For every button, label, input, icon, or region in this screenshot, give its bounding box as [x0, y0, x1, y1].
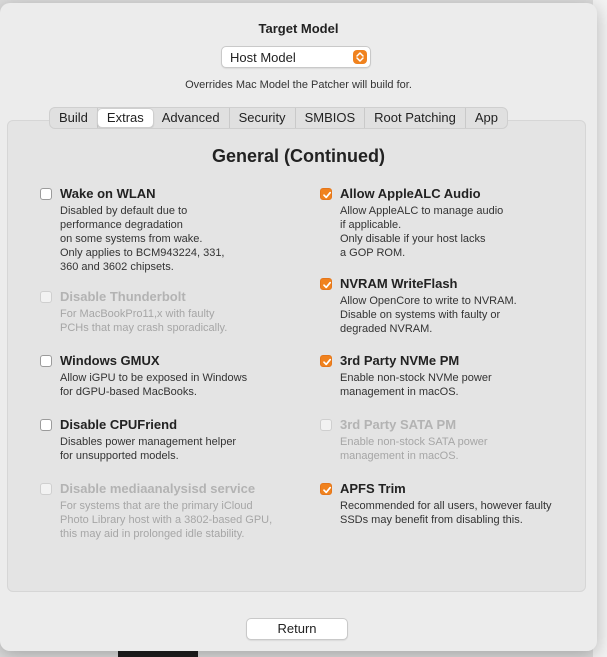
- chevron-updown-icon: [353, 50, 367, 64]
- return-button[interactable]: Return: [246, 618, 348, 640]
- allow-applealc-audio-label: Allow AppleALC Audio: [340, 186, 481, 201]
- windows-gmux-checkbox[interactable]: [40, 355, 52, 367]
- tab-root-patching[interactable]: Root Patching: [365, 108, 466, 128]
- target-model-select-value: Host Model: [230, 50, 296, 65]
- target-model-description: Overrides Mac Model the Patcher will build for.: [185, 79, 412, 91]
- wake-on-wlan-description: Disabled by default due to performance degradation on some systems from wake. Only applies to BCM943224, 331, 360 and 3602 chipsets.: [60, 205, 225, 273]
- settings-tabs: [49, 107, 508, 129]
- checkmark-icon: [322, 190, 332, 200]
- disable-thunderbolt-description: For MacBookPro11,x with faulty PCHs that may crash sporadically.: [60, 308, 228, 334]
- disable-thunderbolt-label: Disable Thunderbolt: [60, 289, 186, 304]
- apfs-trim-checkbox[interactable]: [320, 483, 332, 495]
- windows-gmux-label: Windows GMUX: [60, 353, 160, 368]
- 3rd-party-sata-pm-label: 3rd Party SATA PM: [340, 417, 457, 432]
- section-title: General (Continued): [211, 146, 385, 166]
- checkmark-icon: [322, 485, 332, 495]
- nvram-writeflash-checkbox[interactable]: [320, 278, 332, 290]
- apfs-trim-label: APFS Trim: [340, 481, 406, 496]
- wake-on-wlan-label: Wake on WLAN: [60, 186, 156, 201]
- disable-cpufriend-checkbox[interactable]: [40, 419, 52, 431]
- disable-mediaanalysisd-checkbox: [40, 483, 52, 495]
- 3rd-party-nvme-pm-checkbox[interactable]: [320, 355, 332, 367]
- 3rd-party-sata-pm-checkbox: [320, 419, 332, 431]
- windows-gmux-description: Allow iGPU to be exposed in Windows for dGPU-based MacBooks.: [60, 372, 248, 398]
- target-model-select[interactable]: [221, 46, 371, 68]
- tab-app[interactable]: App: [474, 110, 498, 125]
- tab-security[interactable]: Security: [230, 108, 296, 128]
- tab-smbios[interactable]: SMBIOS: [296, 108, 366, 128]
- nvram-writeflash-label: NVRAM WriteFlash: [340, 276, 458, 291]
- disable-mediaanalysisd-label: Disable mediaanalysisd service: [60, 481, 256, 496]
- disable-cpufriend-description: Disables power management helper for unsupported models.: [60, 436, 237, 462]
- disable-mediaanalysisd-description: For systems that are the primary iCloud Photo Library host with a 3802-based GPU, this may aid in prolonged idle stability.: [60, 500, 273, 540]
- allow-applealc-audio-description: Allow AppleALC to manage audio if applicable. Only disable if your host lacks a GOP ROM.: [340, 205, 504, 259]
- wake-on-wlan-checkbox[interactable]: [40, 188, 52, 200]
- 3rd-party-sata-pm-description: Enable non-stock SATA power management in macOS.: [340, 436, 488, 462]
- 3rd-party-nvme-pm-label: 3rd Party NVMe PM: [340, 353, 460, 368]
- apfs-trim-description: Recommended for all users, however faulty SSDs may benefit from disabling this.: [340, 500, 552, 526]
- tab-build[interactable]: Build: [50, 108, 98, 128]
- tab-extras[interactable]: Extras: [97, 108, 154, 128]
- allow-applealc-audio-checkbox[interactable]: [320, 188, 332, 200]
- target-model-title: Target Model: [258, 21, 339, 36]
- 3rd-party-nvme-pm-description: Enable non-stock NVMe power management in macOS.: [340, 372, 492, 398]
- disable-cpufriend-label: Disable CPUFriend: [60, 417, 178, 432]
- checkmark-icon: [322, 280, 332, 290]
- nvram-writeflash-description: Allow OpenCore to write to NVRAM. Disable on systems with faulty or degraded NVRAM.: [340, 295, 517, 335]
- settings-sheet: [0, 3, 597, 651]
- checkmark-icon: [322, 357, 332, 367]
- tab-advanced[interactable]: Advanced: [153, 108, 230, 128]
- disable-thunderbolt-checkbox: [40, 291, 52, 303]
